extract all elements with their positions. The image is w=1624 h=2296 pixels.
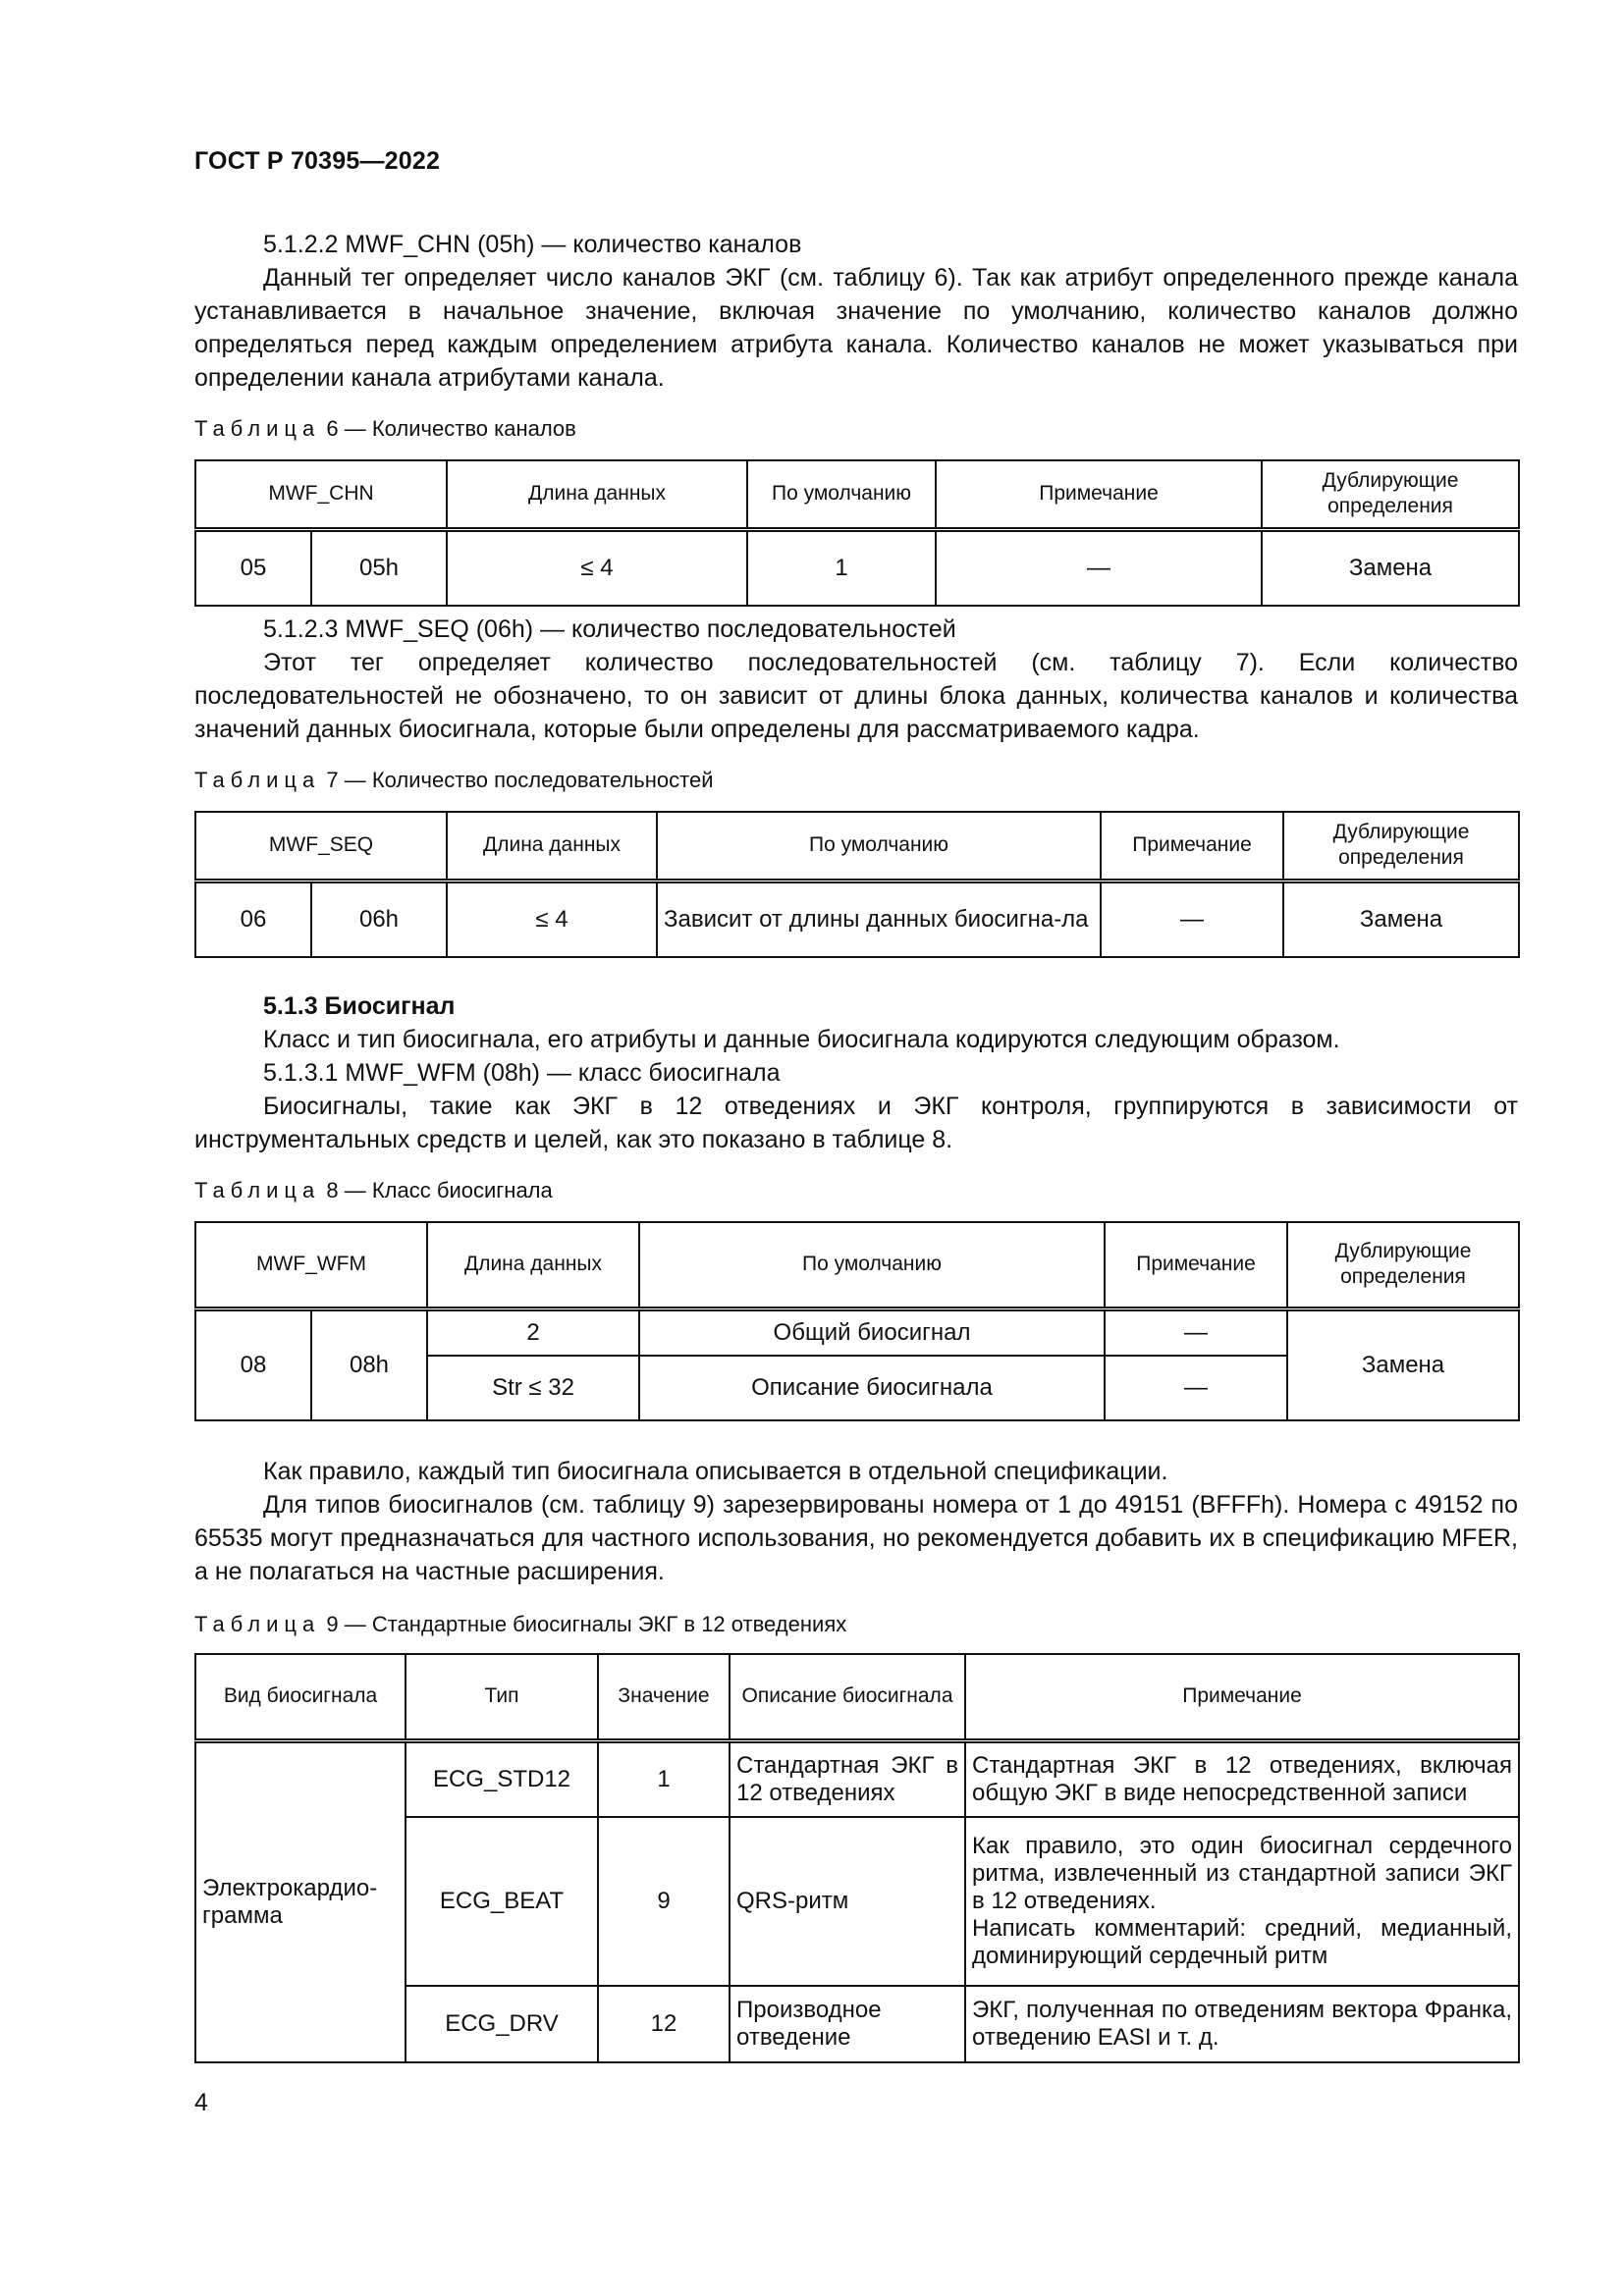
table-header-row — [195, 1654, 1519, 1740]
table-row — [195, 529, 1519, 606]
caption-text: 8 — Класс биосигнала — [326, 1178, 553, 1202]
table-header-row — [195, 1222, 1519, 1308]
caption-text: 7 — Количество последовательностей — [326, 768, 714, 792]
cell: 08 — [195, 1308, 311, 1420]
cell: 9 — [598, 1817, 730, 1986]
section-5-1-2-3 — [194, 613, 1518, 746]
caption-text: 6 — Количество каналов — [326, 416, 576, 441]
header-cell: По умолчанию — [747, 460, 936, 529]
paragraph: Класс и тип биосигнала, его атрибуты и данные биосигнала кодируются следующим образом. — [263, 1026, 1340, 1053]
table-6-caption — [194, 416, 576, 442]
cell: Зависит от длины данных биосигна-ла — [657, 881, 1101, 957]
table-7 — [194, 811, 1520, 958]
cell: Str ≤ 32 — [427, 1356, 639, 1420]
header-cell: MWF_CHN — [195, 460, 447, 529]
caption-prefix: Таблица — [194, 416, 321, 441]
table-9 — [194, 1653, 1520, 2063]
header-cell: MWF_SEQ — [195, 812, 447, 881]
table-9-caption — [194, 1612, 846, 1637]
cell: Замена — [1262, 529, 1519, 606]
header-cell: По умолчанию — [639, 1222, 1105, 1308]
sub-section-heading: 5.1.3.1 MWF_WFM (08h) — класс биосигнала — [263, 1059, 781, 1087]
cell: 05 — [195, 529, 311, 606]
table-7-caption — [194, 768, 713, 793]
header-cell: Длина данных — [427, 1222, 639, 1308]
paragraph: Этот тег определяет количество последовательностей (см. таблицу 7). Если количество последовательностей не обозначено, то он зависит от длины блока данных, количества каналов и количества значений данных биосигнала, которые были определены для рассматриваемого кадра. — [194, 649, 1518, 743]
cell: 08h — [311, 1308, 427, 1420]
caption-prefix: Таблица — [194, 1178, 321, 1202]
header-cell: Примечание — [1101, 812, 1283, 881]
cell: 1 — [747, 529, 936, 606]
table-6 — [194, 459, 1520, 607]
paragraph: Биосигналы, такие как ЭКГ в 12 отведениях и ЭКГ контроля, группируются в зависимости от инструментальных средств и целей, как это показано в таблице 8. — [194, 1093, 1518, 1153]
caption-text: 9 — Стандартные биосигналы ЭКГ в 12 отведениях — [326, 1612, 847, 1636]
cell: — — [1101, 881, 1283, 957]
cell: 06h — [311, 881, 447, 957]
header-cell: Дублирующие определения — [1262, 460, 1519, 529]
cell: Стандартная ЭКГ в 12 отведениях — [730, 1740, 965, 1817]
table-row — [195, 1740, 1519, 1817]
header-cell: Примечание — [965, 1654, 1519, 1740]
header-cell: Значение — [598, 1654, 730, 1740]
table-header-row — [195, 812, 1519, 881]
section-5-1-2-2 — [194, 228, 1518, 395]
note-line: Как правило, это один биосигнал сердечного ритма, извлеченный из стандартной записи ЭКГ в 12 отведениях. — [972, 1833, 1512, 1914]
cell: 05h — [311, 529, 447, 606]
cell: ECG_DRV — [406, 1986, 598, 2062]
cell: — — [936, 529, 1262, 606]
note-line: Написать комментарий: средний, медианный, доминирующий сердечный ритм — [972, 1915, 1512, 1969]
cell: ≤ 4 — [447, 529, 747, 606]
header-cell: По умолчанию — [657, 812, 1101, 881]
section-5-1-3 — [194, 989, 1518, 1156]
caption-prefix: Таблица — [194, 1612, 321, 1636]
cell: QRS-ритм — [730, 1817, 965, 1986]
table-row — [195, 881, 1519, 957]
document-id-header: ГОСТ Р 70395—2022 — [194, 147, 441, 175]
header-cell: MWF_WFM — [195, 1222, 427, 1308]
header-cell: Дублирующие определения — [1283, 812, 1519, 881]
cell: ЭКГ, полученная по отведениям вектора Франка, отведению EASI и т. д. — [965, 1986, 1519, 2062]
header-cell: Примечание — [1105, 1222, 1287, 1308]
cell: Замена — [1283, 881, 1519, 957]
cell: Электрокардио-грамма — [195, 1740, 406, 2062]
table-row — [195, 1308, 1519, 1356]
paragraph: Данный тег определяет число каналов ЭКГ (см. таблицу 6). Так как атрибут определенного прежде канала устанавливается в начальное значение, включая значение по умолчанию, количество каналов должно определяться перед каждым определением атрибута канала. Количество каналов не может указываться при определении канала атрибутами канала. — [194, 264, 1518, 392]
caption-prefix: Таблица — [194, 768, 321, 792]
cell: — — [1105, 1356, 1287, 1420]
header-cell: Вид биосигнала — [195, 1654, 406, 1740]
header-cell: Длина данных — [447, 812, 657, 881]
cell: 1 — [598, 1740, 730, 1817]
cell: Производное отведение — [730, 1986, 965, 2062]
cell: Описание биосигнала — [639, 1356, 1105, 1420]
header-cell: Примечание — [936, 460, 1262, 529]
cell — [965, 1817, 1519, 1986]
table-8 — [194, 1221, 1520, 1421]
after-table-8-text — [194, 1455, 1518, 1588]
header-cell: Длина данных — [447, 460, 747, 529]
cell: Стандартная ЭКГ в 12 отведениях, включая общую ЭКГ в виде непосредственной записи — [965, 1740, 1519, 1817]
table-8-caption — [194, 1178, 553, 1203]
paragraph: Для типов биосигналов (см. таблицу 9) зарезервированы номера от 1 до 49151 (BFFFh). Номера с 49152 по 65535 могут предназначаться для частного использования, но рекомендуется добавить их в спецификацию MFER, а не полагаться на частные расширения. — [194, 1491, 1518, 1585]
header-cell: Тип — [406, 1654, 598, 1740]
cell: 06 — [195, 881, 311, 957]
cell: ECG_BEAT — [406, 1817, 598, 1986]
section-heading: 5.1.2.3 MWF_SEQ (06h) — количество последовательностей — [263, 615, 956, 643]
cell: 2 — [427, 1308, 639, 1356]
table-header-row — [195, 460, 1519, 529]
cell: ≤ 4 — [447, 881, 657, 957]
cell: Общий биосигнал — [639, 1308, 1105, 1356]
cell: 12 — [598, 1986, 730, 2062]
cell: ECG_STD12 — [406, 1740, 598, 1817]
page-number: 4 — [194, 2089, 208, 2116]
cell: — — [1105, 1308, 1287, 1356]
header-cell: Описание биосигнала — [730, 1654, 965, 1740]
cell: Замена — [1287, 1308, 1519, 1420]
header-cell: Дублирующие определения — [1287, 1222, 1519, 1308]
section-heading: 5.1.2.2 MWF_CHN (05h) — количество каналов — [263, 231, 802, 258]
section-heading: 5.1.3 Биосигнал — [263, 992, 456, 1020]
paragraph: Как правило, каждый тип биосигнала описывается в отдельной спецификации. — [263, 1458, 1168, 1485]
